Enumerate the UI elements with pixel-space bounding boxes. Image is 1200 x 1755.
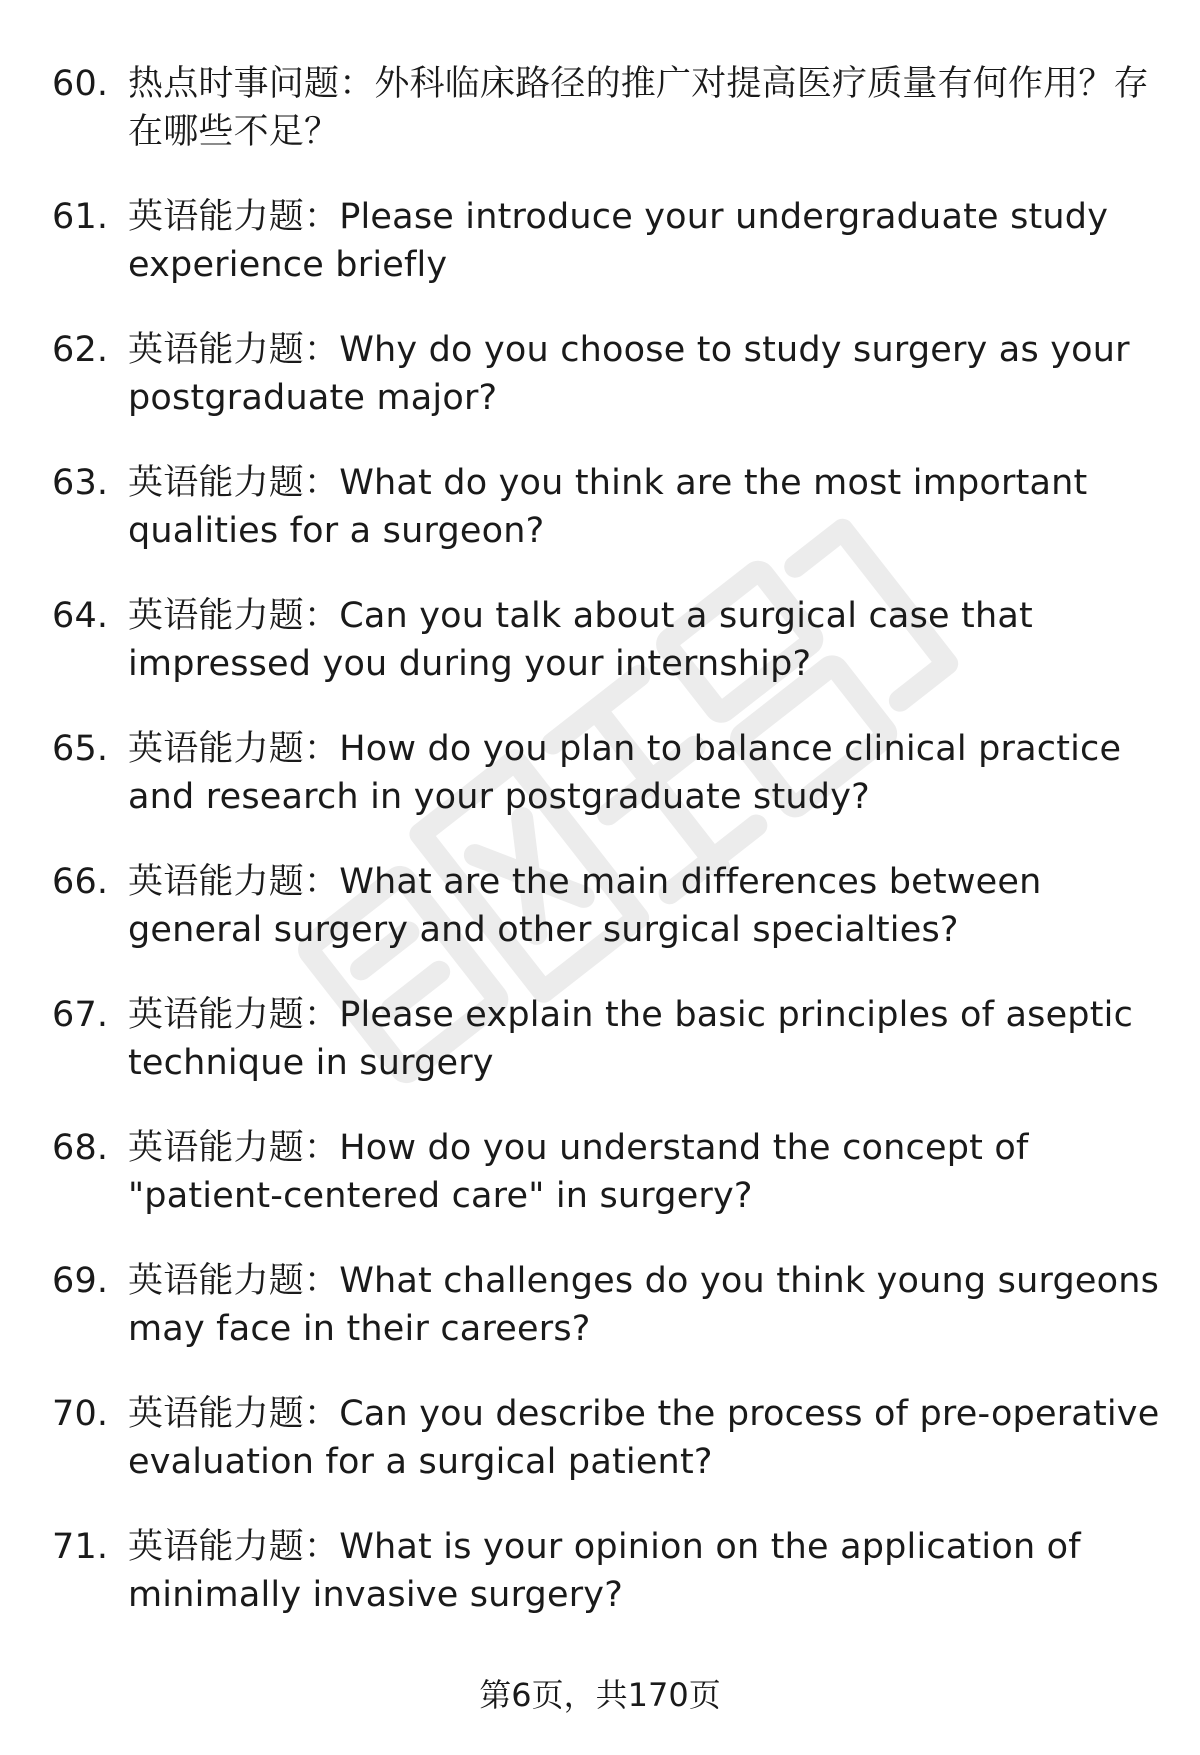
question-text bbox=[128, 1124, 1162, 1220]
question-item-63 bbox=[52, 459, 1162, 555]
question-content: Why do you choose to study surgery as your postgraduate major? bbox=[128, 330, 1130, 418]
question-item-69 bbox=[52, 1257, 1162, 1353]
question-category: 英语能力题： bbox=[128, 330, 340, 370]
question-number: 70. bbox=[52, 1394, 109, 1434]
question-text bbox=[128, 193, 1162, 289]
question-text bbox=[128, 459, 1162, 555]
question-number: 64. bbox=[52, 596, 109, 636]
page-footer: 第6页，共170页 bbox=[479, 1676, 721, 1714]
question-category: 英语能力题： bbox=[128, 1128, 340, 1168]
question-content: What are the main differences between general surgery and other surgical specialties? bbox=[128, 862, 1042, 950]
question-item-65 bbox=[52, 725, 1162, 821]
question-number: 61. bbox=[52, 197, 109, 237]
question-content: Please explain the basic principles of aseptic technique in surgery bbox=[128, 995, 1134, 1083]
question-content: Can you talk about a surgical case that impressed you during your internship? bbox=[128, 596, 1033, 684]
question-number: 63. bbox=[52, 463, 109, 503]
question-content: Can you describe the process of pre-operative evaluation for a surgical patient? bbox=[128, 1394, 1160, 1482]
question-item-71 bbox=[52, 1523, 1162, 1619]
question-text bbox=[128, 1257, 1162, 1353]
question-item-67 bbox=[52, 991, 1162, 1087]
question-text bbox=[128, 326, 1162, 422]
question-category: 热点时事问题： bbox=[128, 64, 375, 104]
question-category: 英语能力题： bbox=[128, 1527, 340, 1567]
question-content: 外科临床路径的推广对提高医疗质量有何作用？存在哪些不足？ bbox=[128, 64, 1149, 152]
question-text bbox=[128, 1523, 1162, 1619]
question-item-68 bbox=[52, 1124, 1162, 1220]
question-category: 英语能力题： bbox=[128, 729, 340, 769]
question-content: How do you plan to balance clinical practice and research in your postgraduate study? bbox=[128, 729, 1122, 817]
question-number: 69. bbox=[52, 1261, 109, 1301]
question-number: 71. bbox=[52, 1527, 109, 1567]
question-text bbox=[128, 991, 1162, 1087]
question-content: Please introduce your undergraduate study experience briefly bbox=[128, 197, 1109, 285]
question-content: What challenges do you think young surgeons may face in their careers? bbox=[128, 1261, 1160, 1349]
question-content: What is your opinion on the application of minimally invasive surgery? bbox=[128, 1527, 1081, 1615]
question-category: 英语能力题： bbox=[128, 1261, 340, 1301]
question-number: 68. bbox=[52, 1128, 109, 1168]
question-number: 60. bbox=[52, 64, 109, 104]
question-item-66 bbox=[52, 858, 1162, 954]
question-content: How do you understand the concept of "patient-centered care" in surgery? bbox=[128, 1128, 1029, 1216]
question-text bbox=[128, 725, 1162, 821]
question-number: 62. bbox=[52, 330, 109, 370]
question-item-70 bbox=[52, 1390, 1162, 1486]
question-category: 英语能力题： bbox=[128, 1394, 340, 1434]
question-category: 英语能力题： bbox=[128, 995, 340, 1035]
question-item-60 bbox=[52, 60, 1162, 156]
question-category: 英语能力题： bbox=[128, 463, 340, 503]
question-content: What do you think are the most important qualities for a surgeon? bbox=[128, 463, 1088, 551]
question-category: 英语能力题： bbox=[128, 197, 340, 237]
question-number: 66. bbox=[52, 862, 109, 902]
question-text bbox=[128, 60, 1162, 156]
question-text bbox=[128, 592, 1162, 688]
question-list bbox=[52, 60, 1162, 1656]
question-text bbox=[128, 858, 1162, 954]
question-category: 英语能力题： bbox=[128, 862, 340, 902]
question-number: 67. bbox=[52, 995, 109, 1035]
question-item-62 bbox=[52, 326, 1162, 422]
question-category: 英语能力题： bbox=[128, 596, 340, 636]
question-item-61 bbox=[52, 193, 1162, 289]
question-text bbox=[128, 1390, 1162, 1486]
question-item-64 bbox=[52, 592, 1162, 688]
question-number: 65. bbox=[52, 729, 109, 769]
